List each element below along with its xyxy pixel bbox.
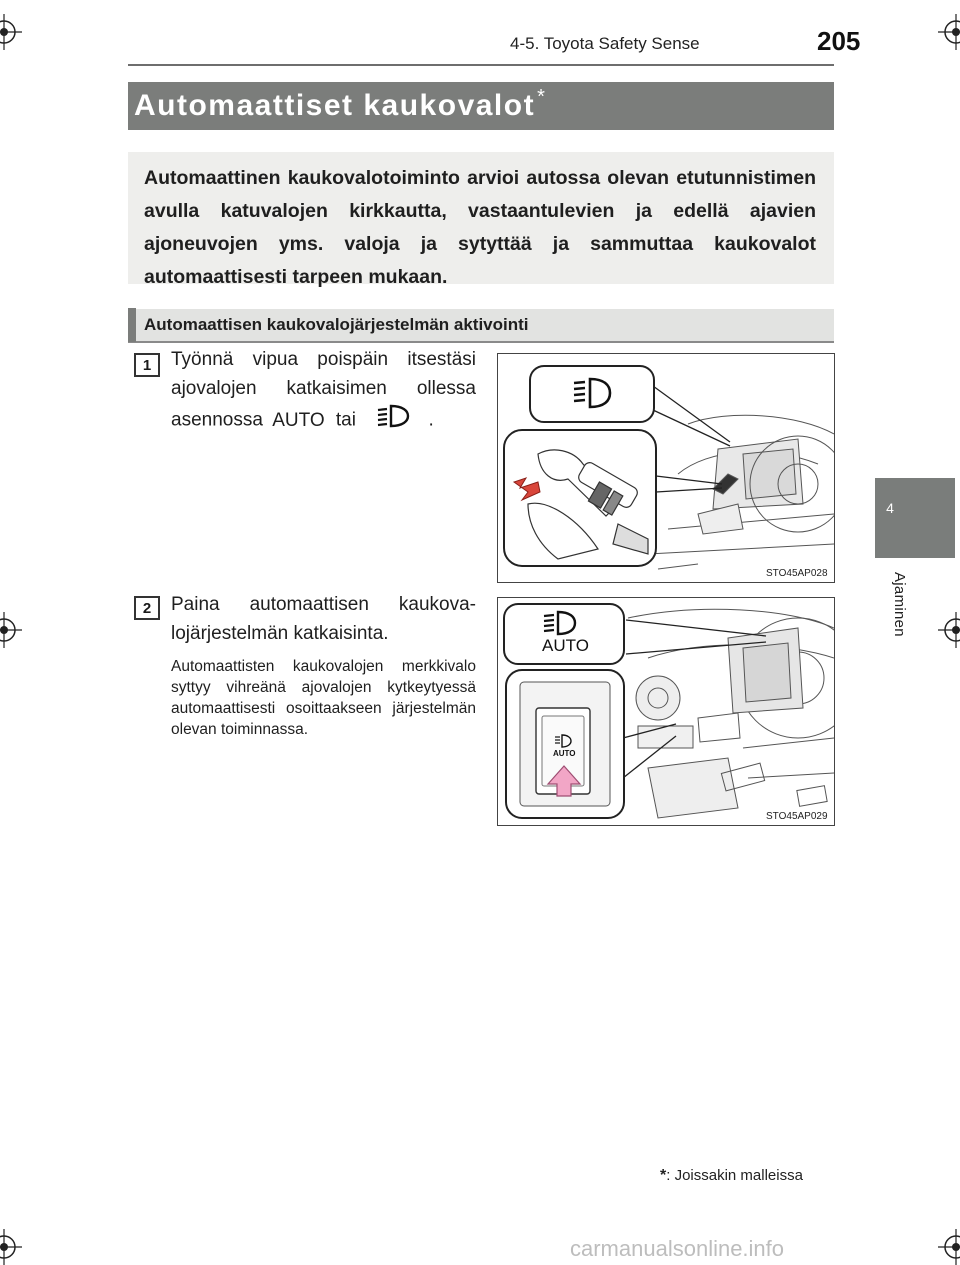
step-1-text-middle: tai [335, 409, 356, 431]
step-1-text [171, 345, 476, 438]
header-rule [128, 64, 834, 66]
intro-text: Automaattinen kaukovalotoiminto arvioi autossa olevan etutunnistimen avulla katuvalojen kirkkautta, vastaantulevien ja edellä ajavien ajoneuvojen yms. valoja ja sytyttää ja sammuttaa kaukovalot automaattisesti tarpeen mukaan. [144, 167, 816, 288]
intro-box [128, 152, 834, 288]
figure-1-code: STO45AP028 [766, 568, 828, 579]
step-1-text-before: Työnnä vipua poispäin itsestäsi ajovalojen katkaisimen ollessa asennossa [171, 349, 476, 431]
subheading [128, 309, 834, 343]
page-title: Automaattiset kaukovalot [134, 89, 536, 122]
registration-mark-bottom-right [938, 1229, 960, 1265]
chapter-tab [875, 478, 955, 558]
figure-2-auto-symbol-label: AUTO [542, 636, 589, 655]
chapter-number: 4 [886, 500, 894, 516]
step-2-note: Automaattisten kaukovalojen merkkivalo syttyy vihreänä ajovalojen kytkeytyessä automaattisesti osoittaakseen järjestelmän olevan toiminnassa. [171, 658, 476, 738]
step-2-text: Paina automaattisen kaukovalojärjestelmän katkaisinta. [171, 594, 476, 644]
chapter-label: Ajaminen [891, 572, 908, 637]
step-1-number: 1 [134, 353, 160, 377]
watermark: carmanualsonline.info [570, 1236, 785, 1261]
footnote-asterisk: * [660, 1167, 667, 1184]
step-2-number: 2 [134, 596, 160, 620]
step-1-text-after: . [428, 409, 434, 431]
registration-mark-mid-right [938, 612, 960, 648]
title-asterisk: * [537, 86, 545, 108]
registration-mark-mid-left [0, 612, 22, 648]
registration-mark-top-right [938, 14, 960, 50]
subheading-text: Automaattisen kaukovalojärjestelmän aktivointi [144, 315, 529, 334]
footnote [660, 1167, 803, 1185]
figure-lever-push [497, 353, 835, 583]
headlight-high-beam-icon [375, 403, 411, 438]
footnote-text: : Joissakin malleissa [666, 1167, 803, 1184]
subheading-accent-bar [128, 308, 136, 342]
figure-auto-high-beam-switch [497, 597, 835, 826]
registration-mark-top-left [0, 14, 22, 50]
auto-symbol-label: AUTO [272, 410, 325, 431]
page-number: 205 [817, 26, 861, 56]
section-heading: 4-5. Toyota Safety Sense [510, 34, 700, 53]
figure-2-button-label: AUTO [553, 749, 576, 758]
registration-mark-bottom-left [0, 1229, 22, 1265]
page-title-bar [128, 82, 834, 130]
figure-2-code: STO45AP029 [766, 811, 828, 822]
